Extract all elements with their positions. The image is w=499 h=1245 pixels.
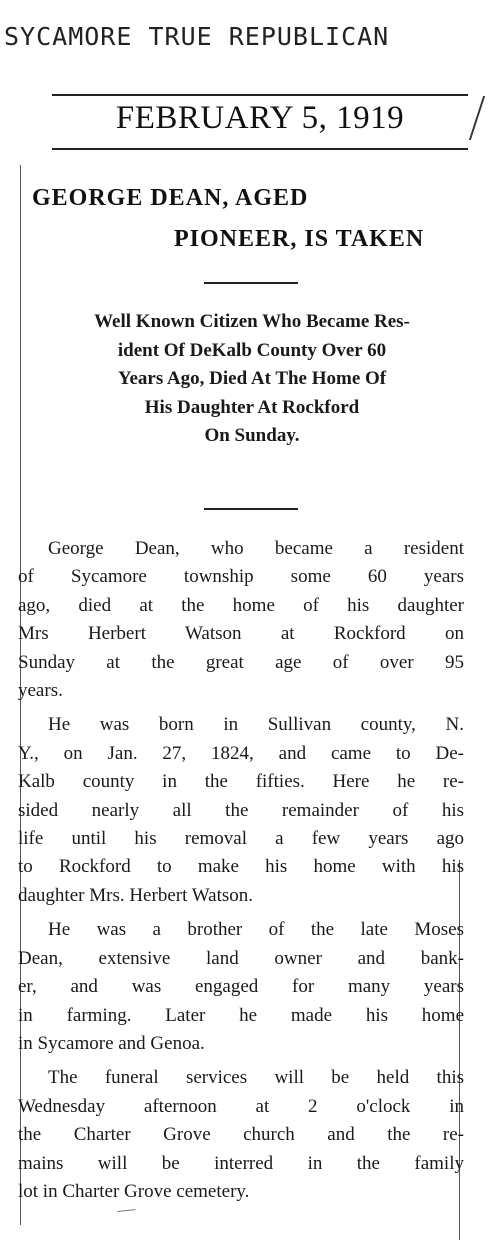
subheadline-deck xyxy=(22,308,482,451)
date-rule-top xyxy=(52,94,468,96)
body-line: to Rockford to make his home with his xyxy=(18,856,464,878)
body-line: Dean, extensive land owner and bank- xyxy=(18,947,464,969)
body-line: years. xyxy=(18,680,63,702)
body-line: mains will be interred in the family xyxy=(18,1152,464,1174)
body-line: life until his removal a few years ago xyxy=(18,828,464,850)
body-line: ago, died at the home of his daughter xyxy=(18,594,464,616)
article-body xyxy=(18,535,464,1212)
body-line: daughter Mrs. Herbert Watson. xyxy=(18,884,254,906)
body-line: Y., on Jan. 27, 1824, and came to De- xyxy=(18,742,464,764)
body-line: George Dean, who became a resident xyxy=(48,538,464,559)
deck-line: Years Ago, Died At The Home Of xyxy=(117,368,387,390)
deck-line: Well Known Citizen Who Became Res- xyxy=(94,311,410,332)
body-line: lot in Charter Grove cemetery. xyxy=(18,1180,250,1202)
paragraph-1 xyxy=(18,535,464,705)
issue-date: FEBRUARY 5, 1919 xyxy=(115,100,405,136)
newspaper-masthead: SYCAMORE TRUE REPUBLICAN xyxy=(4,22,390,51)
paragraph-4 xyxy=(18,1064,464,1206)
headline-line-1: GEORGE DEAN, AGED xyxy=(32,185,309,211)
body-line: the Charter Grove church and the re- xyxy=(18,1124,464,1146)
deck-line: ident Of DeKalb County Over 60 xyxy=(117,339,387,361)
body-line: in farming. Later he made his home xyxy=(18,1004,464,1026)
body-line: sided nearly all the remainder of his xyxy=(18,799,464,821)
body-line: in Sycamore and Genoa. xyxy=(18,1032,205,1054)
body-line: Wednesday afternoon at 2 o'clock in xyxy=(18,1095,464,1117)
body-line: Kalb county in the fifties. Here he re- xyxy=(18,771,464,793)
body-line: of Sycamore township some 60 years xyxy=(18,566,464,588)
deck-divider xyxy=(204,508,298,510)
deck-line: On Sunday. xyxy=(204,425,300,447)
body-line: The funeral services will be held this xyxy=(48,1067,464,1089)
date-rule-bottom xyxy=(52,148,468,150)
headline-line-2: PIONEER, IS TAKEN xyxy=(174,226,425,252)
paragraph-2 xyxy=(18,711,464,910)
body-line: He was a brother of the late Moses xyxy=(48,919,464,941)
body-line: Sunday at the great age of over 95 xyxy=(18,651,464,673)
stray-mark xyxy=(118,1209,137,1220)
deck-line: His Daughter At Rockford xyxy=(144,396,360,418)
body-line: Mrs Herbert Watson at Rockford on xyxy=(18,623,464,645)
body-line: He was born in Sullivan county, N. xyxy=(48,714,464,736)
body-line: er, and was engaged for many years xyxy=(18,976,464,998)
paragraph-3 xyxy=(18,916,464,1058)
headline-divider xyxy=(204,282,298,284)
